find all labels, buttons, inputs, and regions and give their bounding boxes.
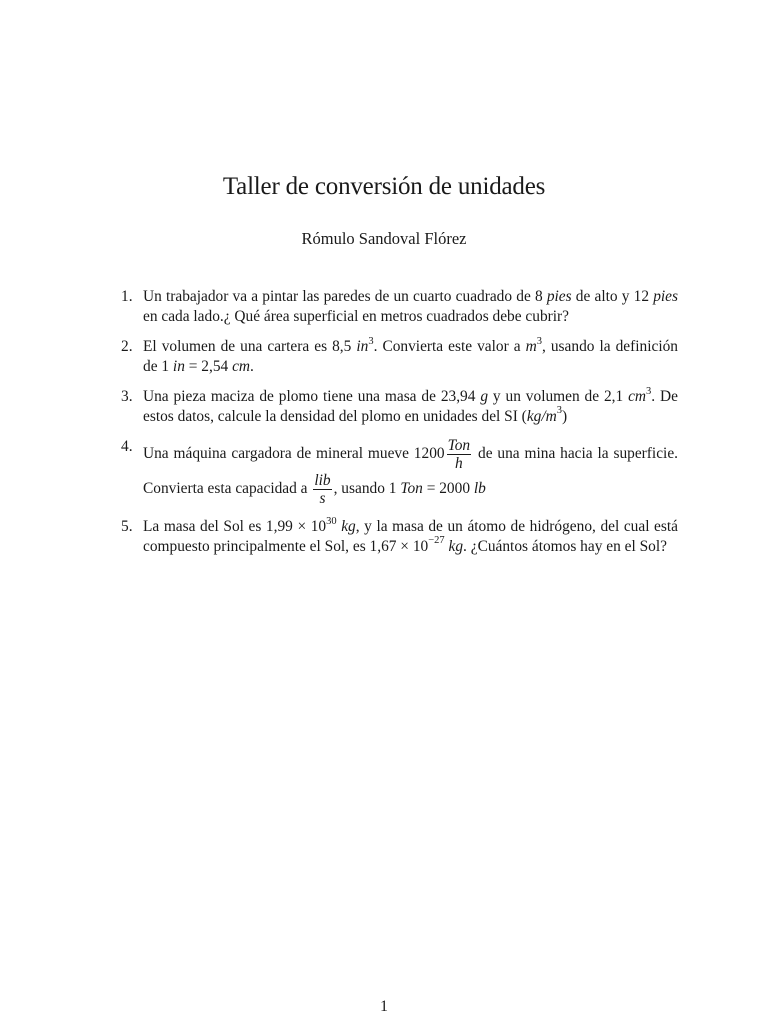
text-run: de una mina hacia la superficie. Convierta esta capacidad a: [143, 445, 678, 498]
text-run: en cada lado.¿ Qué área superficial en metros cuadrados debe cubrir?: [143, 307, 570, 325]
unit: kg/m: [526, 407, 557, 425]
text-run: = 2,54: [184, 357, 233, 375]
text-run: de alto y 12: [571, 288, 654, 305]
unit: cm: [232, 357, 251, 375]
text-run: , y la masa de un átomo de hidrógeno, del cual está compuesto principalmente el Sol, es 1,67 × 10: [143, 518, 678, 555]
fraction-numerator: Ton: [447, 437, 471, 454]
fraction-denominator: h: [455, 455, 463, 472]
problem-text: [143, 437, 678, 507]
exponent: 3: [536, 335, 542, 347]
exponent: −27: [428, 535, 445, 547]
unit: cm: [628, 388, 647, 405]
unit: pies: [653, 288, 678, 305]
problem-text: [143, 335, 678, 375]
problem-number: 1.: [121, 288, 133, 305]
problem-number: 3.: [121, 388, 133, 405]
unit: m: [525, 338, 537, 355]
problem-number: 5.: [121, 518, 133, 535]
unit: in: [356, 338, 369, 355]
document-author: Rómulo Sandoval Flórez: [301, 229, 467, 248]
fraction-denominator: s: [319, 490, 326, 507]
text-run: Una máquina cargadora de mineral mueve 1200: [143, 445, 445, 463]
page-number: 1: [380, 998, 388, 1015]
problem-item-1: [121, 287, 678, 326]
text-run: . ¿Cuántos átomos hay en el Sol?: [463, 537, 667, 555]
text-run: . De estos datos, calcule la densidad del plomo en unidades del SI (: [143, 388, 678, 425]
text-run: y un volumen de 2,1: [488, 388, 629, 405]
text-run: Una pieza maciza de plomo tiene una masa de 23,94: [143, 388, 481, 405]
text-run: . Convierta este valor a: [373, 338, 526, 355]
unit: kg: [341, 518, 356, 535]
text-run: , usando 1: [333, 480, 401, 498]
problem-text: [143, 385, 678, 425]
exponent: 3: [368, 335, 374, 347]
exponent: 30: [326, 515, 337, 527]
problem-list: [121, 287, 678, 567]
unit: lb: [473, 480, 486, 498]
problem-number: 4.: [121, 438, 133, 455]
fraction-lib-per-second: [313, 472, 331, 507]
unit: in: [172, 357, 185, 375]
problem-item-2: [121, 337, 678, 376]
problem-text: [143, 288, 678, 325]
fraction-numerator: lib: [314, 472, 331, 489]
exponent: 3: [556, 405, 562, 417]
exponent: 3: [646, 385, 652, 397]
text-run: La masa del Sol es 1,99 × 10: [143, 518, 327, 535]
unit: kg: [448, 537, 464, 555]
problem-item-4: [121, 437, 678, 507]
problem-text: [143, 515, 678, 555]
document-title: Taller de conversión de unidades: [222, 173, 546, 200]
text-run: El volumen de una cartera es 8,5: [143, 338, 357, 355]
unit: pies: [546, 288, 572, 305]
problem-item-3: [121, 387, 678, 426]
unit: g: [480, 388, 489, 405]
text-run: = 2000: [422, 480, 474, 498]
text-run: Un trabajador va a pintar las paredes de un cuarto cuadrado de 8: [143, 288, 547, 305]
unit: Ton: [400, 480, 423, 498]
text-run: ): [561, 407, 568, 425]
text-run: .: [250, 357, 254, 375]
problem-item-5: [121, 517, 678, 556]
text-run: , usando la definición de 1: [143, 338, 678, 375]
problem-number: 2.: [121, 338, 133, 355]
fraction-ton-per-hour: [447, 437, 472, 472]
